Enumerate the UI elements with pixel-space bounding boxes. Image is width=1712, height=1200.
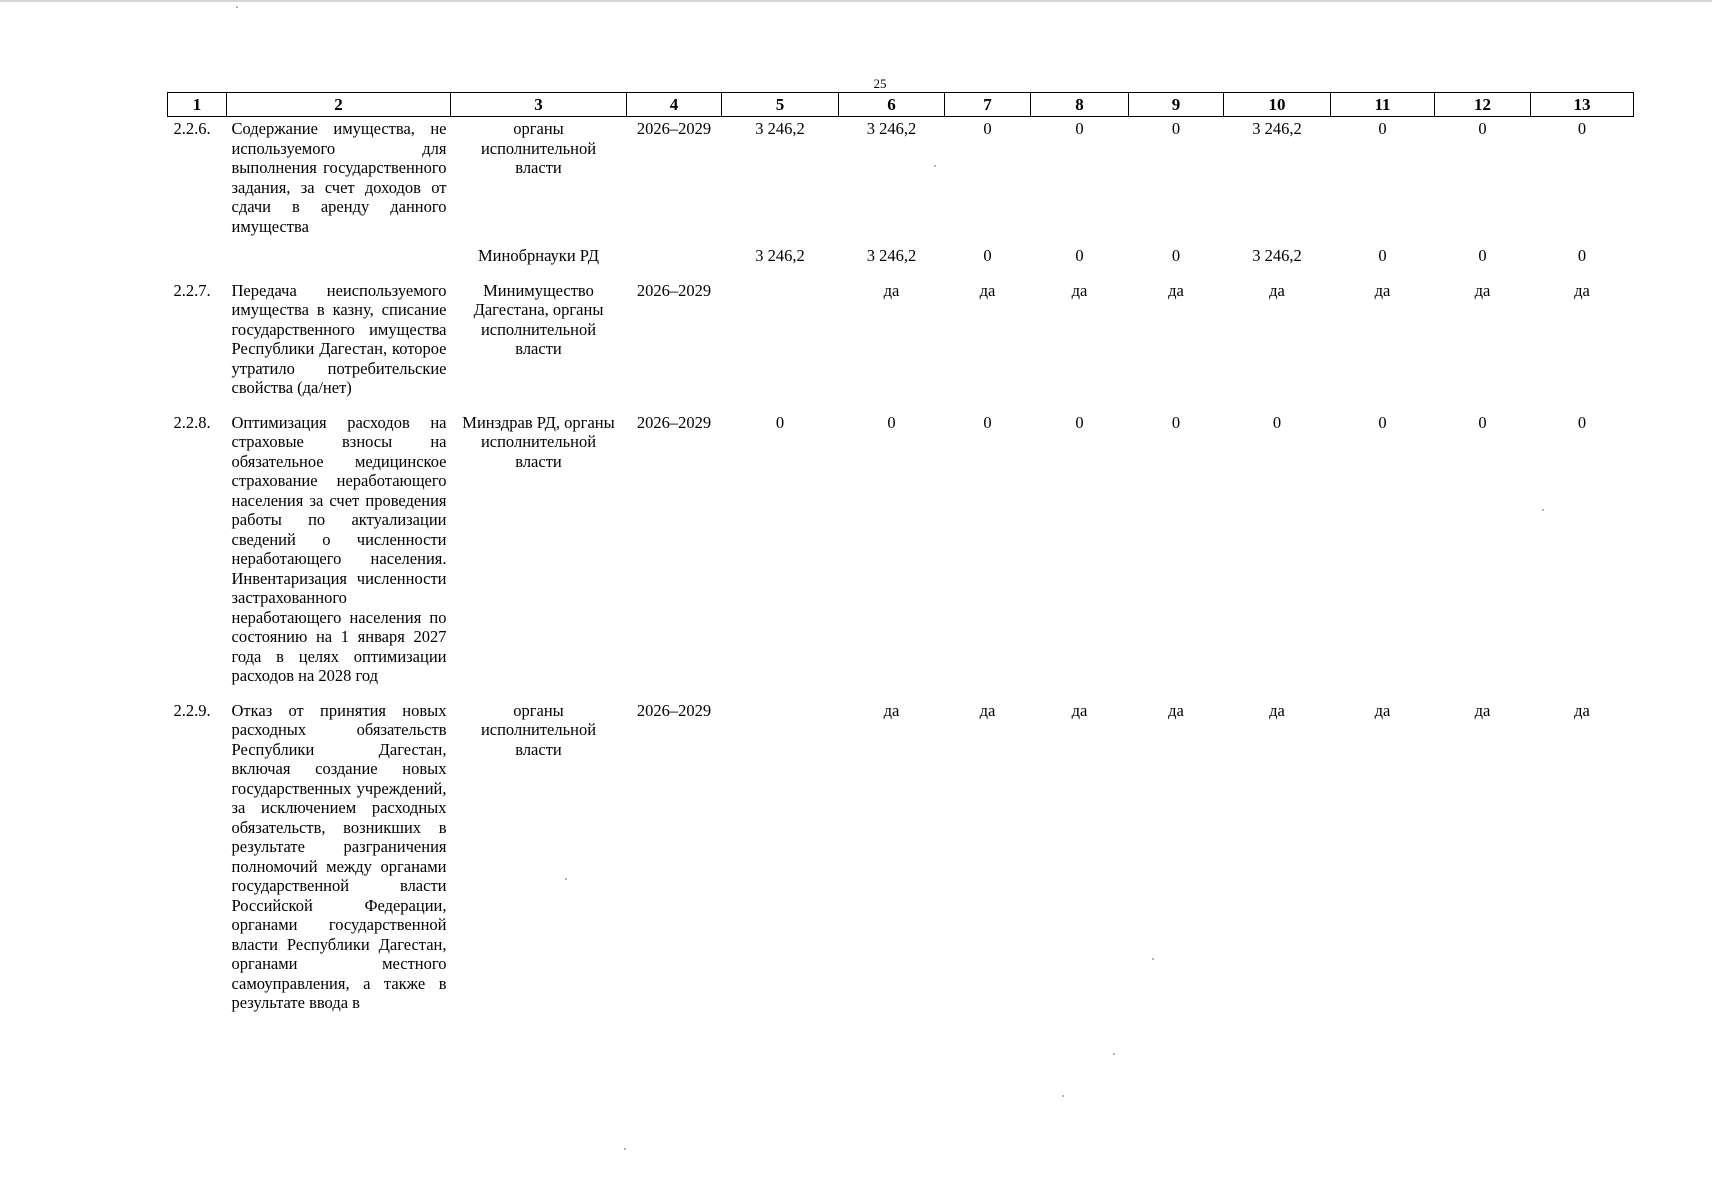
value-cell: да: [1168, 280, 1184, 300]
item-period: [627, 236, 722, 266]
item-number: 2.2.7.: [173, 280, 211, 300]
value-cell: да: [883, 700, 900, 720]
value-cell: 3 246,2: [1252, 119, 1302, 138]
scan-speck: [1062, 1095, 1064, 1097]
scan-speck: [934, 165, 936, 167]
value-cell: 3 246,2: [755, 119, 805, 138]
item-description: Оптимизация расходов на страховые взносы на обязательное медицинское страхование неработающего населения за счет проведения работы по актуализации сведений о численности неработающего населения. Инвентаризация численности застрахованного неработающего населения по состоянию на 1 января 2027 года в целях оптимизации расходов на 2028 год: [231, 412, 447, 685]
column-header: 11: [1331, 93, 1435, 117]
table-row: [168, 686, 1634, 1013]
item-responsible: Минздрав РД, органы исполнительной власти: [462, 412, 615, 471]
column-header: 7: [945, 93, 1031, 117]
item-period: 2026–2029: [636, 280, 712, 300]
item-period: 2026–2029: [636, 119, 712, 138]
column-header: 12: [1435, 93, 1531, 117]
value-cell: да: [979, 700, 996, 720]
value-cell: 0: [1577, 119, 1587, 138]
column-header: 9: [1129, 93, 1224, 117]
value-cell: да: [1071, 700, 1088, 720]
value-cell: 0: [1478, 119, 1487, 138]
value-cell: 3 246,2: [1252, 246, 1302, 265]
value-cell: да: [1269, 280, 1285, 300]
item-number: 2.2.9.: [173, 700, 211, 720]
table-row: [168, 117, 1634, 237]
item-responsible: Минобрнауки РД: [478, 246, 599, 265]
item-number: 2.2.6.: [173, 119, 211, 138]
scan-edge: [0, 0, 1712, 2]
value-cell: да: [1071, 280, 1088, 300]
table-row: [168, 266, 1634, 398]
column-header: 13: [1531, 93, 1634, 117]
item-number: [168, 236, 227, 266]
scan-speck: [624, 1148, 626, 1150]
value-cell: да: [979, 280, 996, 300]
page-number: 25: [873, 76, 887, 91]
value-cell: 0: [1577, 412, 1587, 432]
column-header: 6: [839, 93, 945, 117]
value-cell: да: [1574, 280, 1590, 300]
column-number-row: [168, 93, 1634, 117]
value-cell: да: [1374, 700, 1391, 720]
item-description: Отказ от принятия новых расходных обязательств Республики Дагестан, включая создание новых государственных учреждений, за исключением расходных обязательств, возникших в результате разграничения полномочий между органами государственной власти Российской Федерации, органами государственной власти Республики Дагестан, органами местного самоуправления, а также в результате ввода в: [231, 700, 447, 1012]
value-cell: [722, 266, 839, 398]
value-cell: 3 246,2: [755, 246, 805, 265]
value-cell: 0: [1272, 412, 1282, 432]
value-cell: да: [883, 280, 900, 300]
column-header: 2: [227, 93, 451, 117]
scan-speck: [1542, 509, 1544, 511]
value-cell: да: [1374, 280, 1391, 300]
value-cell: 0: [1075, 119, 1084, 138]
scan-speck: [1152, 958, 1154, 960]
column-header: 10: [1224, 93, 1331, 117]
value-cell: 0: [775, 412, 785, 432]
table-row: [168, 398, 1634, 686]
value-cell: да: [1574, 700, 1590, 720]
value-cell: 0: [1378, 246, 1387, 265]
item-description: Содержание имущества, не используемого для выполнения государственного задания, за счет доходов от сдачи в аренду данного имущества: [231, 119, 447, 236]
scan-speck: [236, 6, 238, 8]
value-cell: 0: [983, 246, 992, 265]
item-period: 2026–2029: [636, 700, 712, 720]
value-cell: 3 246,2: [866, 119, 917, 138]
item-number: 2.2.8.: [173, 412, 211, 432]
value-cell: 0: [983, 412, 992, 432]
value-cell: да: [1474, 700, 1491, 720]
value-cell: 0: [1171, 119, 1181, 138]
value-cell: 3 246,2: [866, 246, 917, 265]
item-responsible: Минимущество Дагестана, органы исполнительной власти: [473, 280, 604, 358]
column-header: 1: [168, 93, 227, 117]
value-cell: [722, 686, 839, 1013]
column-header: 4: [627, 93, 722, 117]
column-header: 3: [451, 93, 627, 117]
value-cell: 0: [1577, 246, 1587, 265]
value-cell: 0: [1075, 246, 1084, 265]
column-header: 5: [722, 93, 839, 117]
item-responsible: органы исполнительной власти: [480, 119, 597, 177]
value-cell: 0: [887, 412, 896, 432]
item-period: 2026–2029: [636, 412, 712, 432]
value-cell: 0: [1478, 246, 1487, 265]
value-cell: 0: [1478, 412, 1487, 432]
value-cell: да: [1474, 280, 1491, 300]
measures-table: [167, 92, 1634, 1013]
value-cell: 0: [983, 119, 992, 138]
value-cell: 0: [1075, 412, 1084, 432]
column-header: 8: [1031, 93, 1129, 117]
item-description: [227, 236, 451, 266]
item-description: Передача неиспользуемого имущества в казну, списание государственного имущества Республики Дагестан, которое утратило потребительские свойства (да/нет): [231, 280, 447, 397]
value-cell: 0: [1171, 412, 1181, 432]
scan-speck: [565, 878, 567, 880]
value-cell: да: [1269, 700, 1285, 720]
scan-speck: [1113, 1053, 1115, 1055]
value-cell: 0: [1378, 412, 1387, 432]
value-cell: 0: [1378, 119, 1387, 138]
value-cell: 0: [1171, 246, 1181, 265]
table-row: [168, 236, 1634, 266]
item-responsible: органы исполнительной власти: [480, 700, 597, 759]
value-cell: да: [1168, 700, 1184, 720]
